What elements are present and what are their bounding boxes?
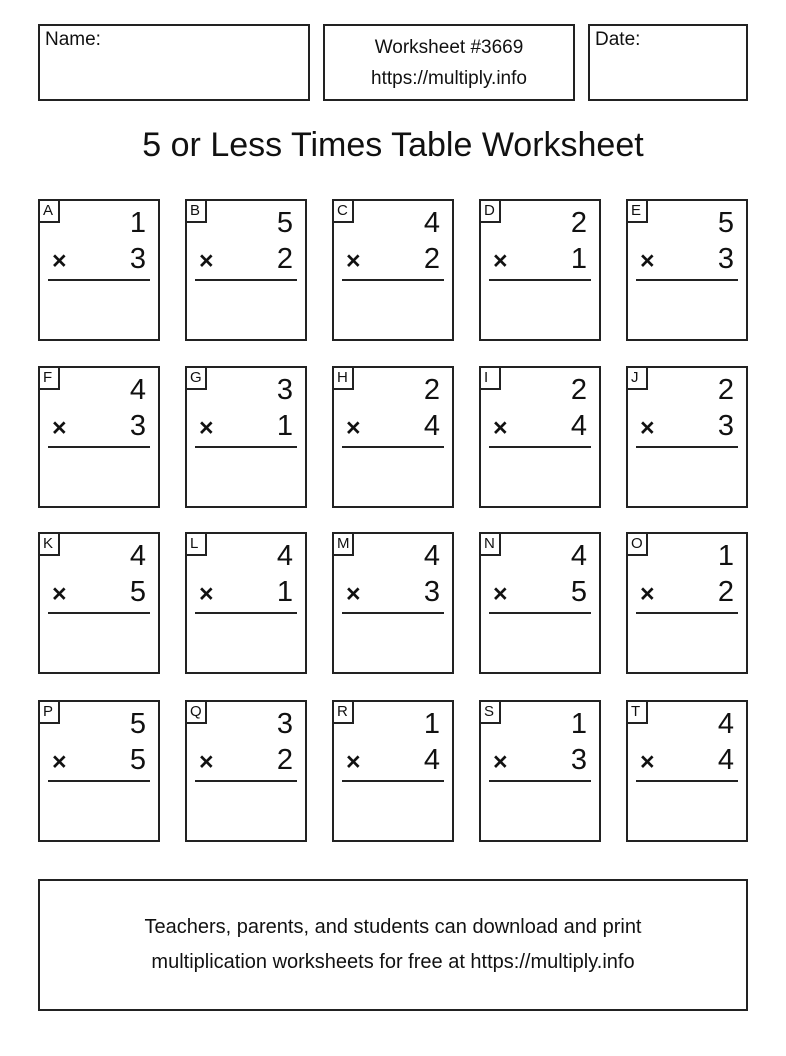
times-icon: × <box>52 748 67 776</box>
times-icon: × <box>493 247 508 275</box>
answer-line <box>636 780 738 782</box>
answer-line <box>489 446 591 448</box>
multiplicand: 1 <box>570 708 587 740</box>
multiplier: 1 <box>570 243 587 275</box>
problem-label: O <box>626 532 648 556</box>
answer-line <box>636 612 738 614</box>
times-icon: × <box>199 580 214 608</box>
problem-card[interactable] <box>38 532 160 674</box>
problem-card[interactable] <box>479 700 601 842</box>
multiplicand: 1 <box>717 540 734 572</box>
problem-label: J <box>626 366 648 390</box>
footer-box <box>38 879 748 1011</box>
problem-label: E <box>626 199 648 223</box>
multiplier: 5 <box>570 576 587 608</box>
multiplier: 2 <box>717 576 734 608</box>
answer-line <box>342 446 444 448</box>
multiplicand: 2 <box>570 207 587 239</box>
answer-line <box>342 279 444 281</box>
multiplicand: 2 <box>423 374 440 406</box>
times-icon: × <box>199 748 214 776</box>
times-icon: × <box>346 414 361 442</box>
problem-card[interactable] <box>185 700 307 842</box>
multiplier: 2 <box>423 243 440 275</box>
problem-card[interactable] <box>332 366 454 508</box>
problem-card[interactable] <box>185 366 307 508</box>
problem-label: C <box>332 199 354 223</box>
problem-label: F <box>38 366 60 390</box>
times-icon: × <box>493 414 508 442</box>
times-icon: × <box>640 748 655 776</box>
answer-line <box>195 446 297 448</box>
multiplicand: 1 <box>423 708 440 740</box>
times-icon: × <box>493 748 508 776</box>
problem-card[interactable] <box>332 700 454 842</box>
times-icon: × <box>640 580 655 608</box>
answer-line <box>636 446 738 448</box>
problem-card[interactable] <box>185 199 307 341</box>
multiplicand: 3 <box>276 374 293 406</box>
problem-label: A <box>38 199 60 223</box>
multiplicand: 4 <box>423 207 440 239</box>
date-field-box[interactable] <box>588 24 748 101</box>
multiplier: 2 <box>276 744 293 776</box>
multiplier: 3 <box>717 410 734 442</box>
answer-line <box>342 612 444 614</box>
multiplicand: 2 <box>717 374 734 406</box>
footer-line-2: multiplication worksheets for free at https://multiply.info <box>151 951 635 973</box>
answer-line <box>195 780 297 782</box>
problem-label: T <box>626 700 648 724</box>
answer-line <box>489 612 591 614</box>
problem-card[interactable] <box>332 199 454 341</box>
problem-label: G <box>185 366 207 390</box>
multiplier: 4 <box>423 744 440 776</box>
answer-line <box>48 612 150 614</box>
multiplier: 5 <box>129 576 146 608</box>
footer-line-1: Teachers, parents, and students can download and print <box>144 916 642 938</box>
problem-card[interactable] <box>479 532 601 674</box>
worksheet-number: Worksheet #3669 <box>374 37 524 58</box>
times-icon: × <box>346 247 361 275</box>
multiplier: 1 <box>276 410 293 442</box>
times-icon: × <box>640 414 655 442</box>
multiplier: 3 <box>570 744 587 776</box>
multiplier: 4 <box>423 410 440 442</box>
worksheet-url: https://multiply.info <box>371 68 527 89</box>
answer-line <box>489 780 591 782</box>
name-field-box[interactable] <box>38 24 310 101</box>
multiplicand: 3 <box>276 708 293 740</box>
problem-label: D <box>479 199 501 223</box>
answer-line <box>195 279 297 281</box>
answer-line <box>489 279 591 281</box>
problem-label: N <box>479 532 501 556</box>
multiplier: 4 <box>570 410 587 442</box>
multiplicand: 4 <box>129 374 146 406</box>
times-icon: × <box>346 580 361 608</box>
problem-label: B <box>185 199 207 223</box>
name-label: Name: <box>45 29 101 50</box>
multiplier: 3 <box>129 410 146 442</box>
answer-line <box>195 612 297 614</box>
multiplicand: 4 <box>129 540 146 572</box>
answer-line <box>48 446 150 448</box>
times-icon: × <box>199 247 214 275</box>
answer-line <box>48 780 150 782</box>
problem-card[interactable] <box>479 366 601 508</box>
problem-card[interactable] <box>479 199 601 341</box>
page-title: 5 or Less Times Table Worksheet <box>142 126 644 164</box>
problem-card[interactable] <box>185 532 307 674</box>
problem-label: P <box>38 700 60 724</box>
multiplier: 5 <box>129 744 146 776</box>
problem-card[interactable] <box>626 366 748 508</box>
times-icon: × <box>640 247 655 275</box>
times-icon: × <box>52 414 67 442</box>
times-icon: × <box>346 748 361 776</box>
answer-line <box>636 279 738 281</box>
worksheet-info-box <box>323 24 575 101</box>
multiplicand: 4 <box>423 540 440 572</box>
times-icon: × <box>493 580 508 608</box>
problem-label: K <box>38 532 60 556</box>
problem-label: M <box>332 532 354 556</box>
problem-label: L <box>185 532 207 556</box>
multiplier: 1 <box>276 576 293 608</box>
multiplicand: 4 <box>570 540 587 572</box>
problem-card[interactable] <box>626 700 748 842</box>
multiplier: 3 <box>129 243 146 275</box>
times-icon: × <box>52 580 67 608</box>
problem-label: Q <box>185 700 207 724</box>
answer-line <box>48 279 150 281</box>
problem-card[interactable] <box>38 199 160 341</box>
problem-card[interactable] <box>38 366 160 508</box>
multiplier: 3 <box>423 576 440 608</box>
multiplicand: 5 <box>129 708 146 740</box>
multiplicand: 4 <box>717 708 734 740</box>
multiplicand: 5 <box>717 207 734 239</box>
multiplier: 3 <box>717 243 734 275</box>
problem-label: R <box>332 700 354 724</box>
problem-label: H <box>332 366 354 390</box>
problem-card[interactable] <box>626 199 748 341</box>
date-label: Date: <box>595 29 641 50</box>
multiplicand: 4 <box>276 540 293 572</box>
problem-card[interactable] <box>626 532 748 674</box>
multiplier: 2 <box>276 243 293 275</box>
times-icon: × <box>52 247 67 275</box>
times-icon: × <box>199 414 214 442</box>
multiplicand: 5 <box>276 207 293 239</box>
multiplier: 4 <box>717 744 734 776</box>
multiplicand: 1 <box>129 207 146 239</box>
problem-label: I <box>479 366 501 390</box>
problem-card[interactable] <box>38 700 160 842</box>
problem-card[interactable] <box>332 532 454 674</box>
problem-label: S <box>479 700 501 724</box>
answer-line <box>342 780 444 782</box>
multiplicand: 2 <box>570 374 587 406</box>
